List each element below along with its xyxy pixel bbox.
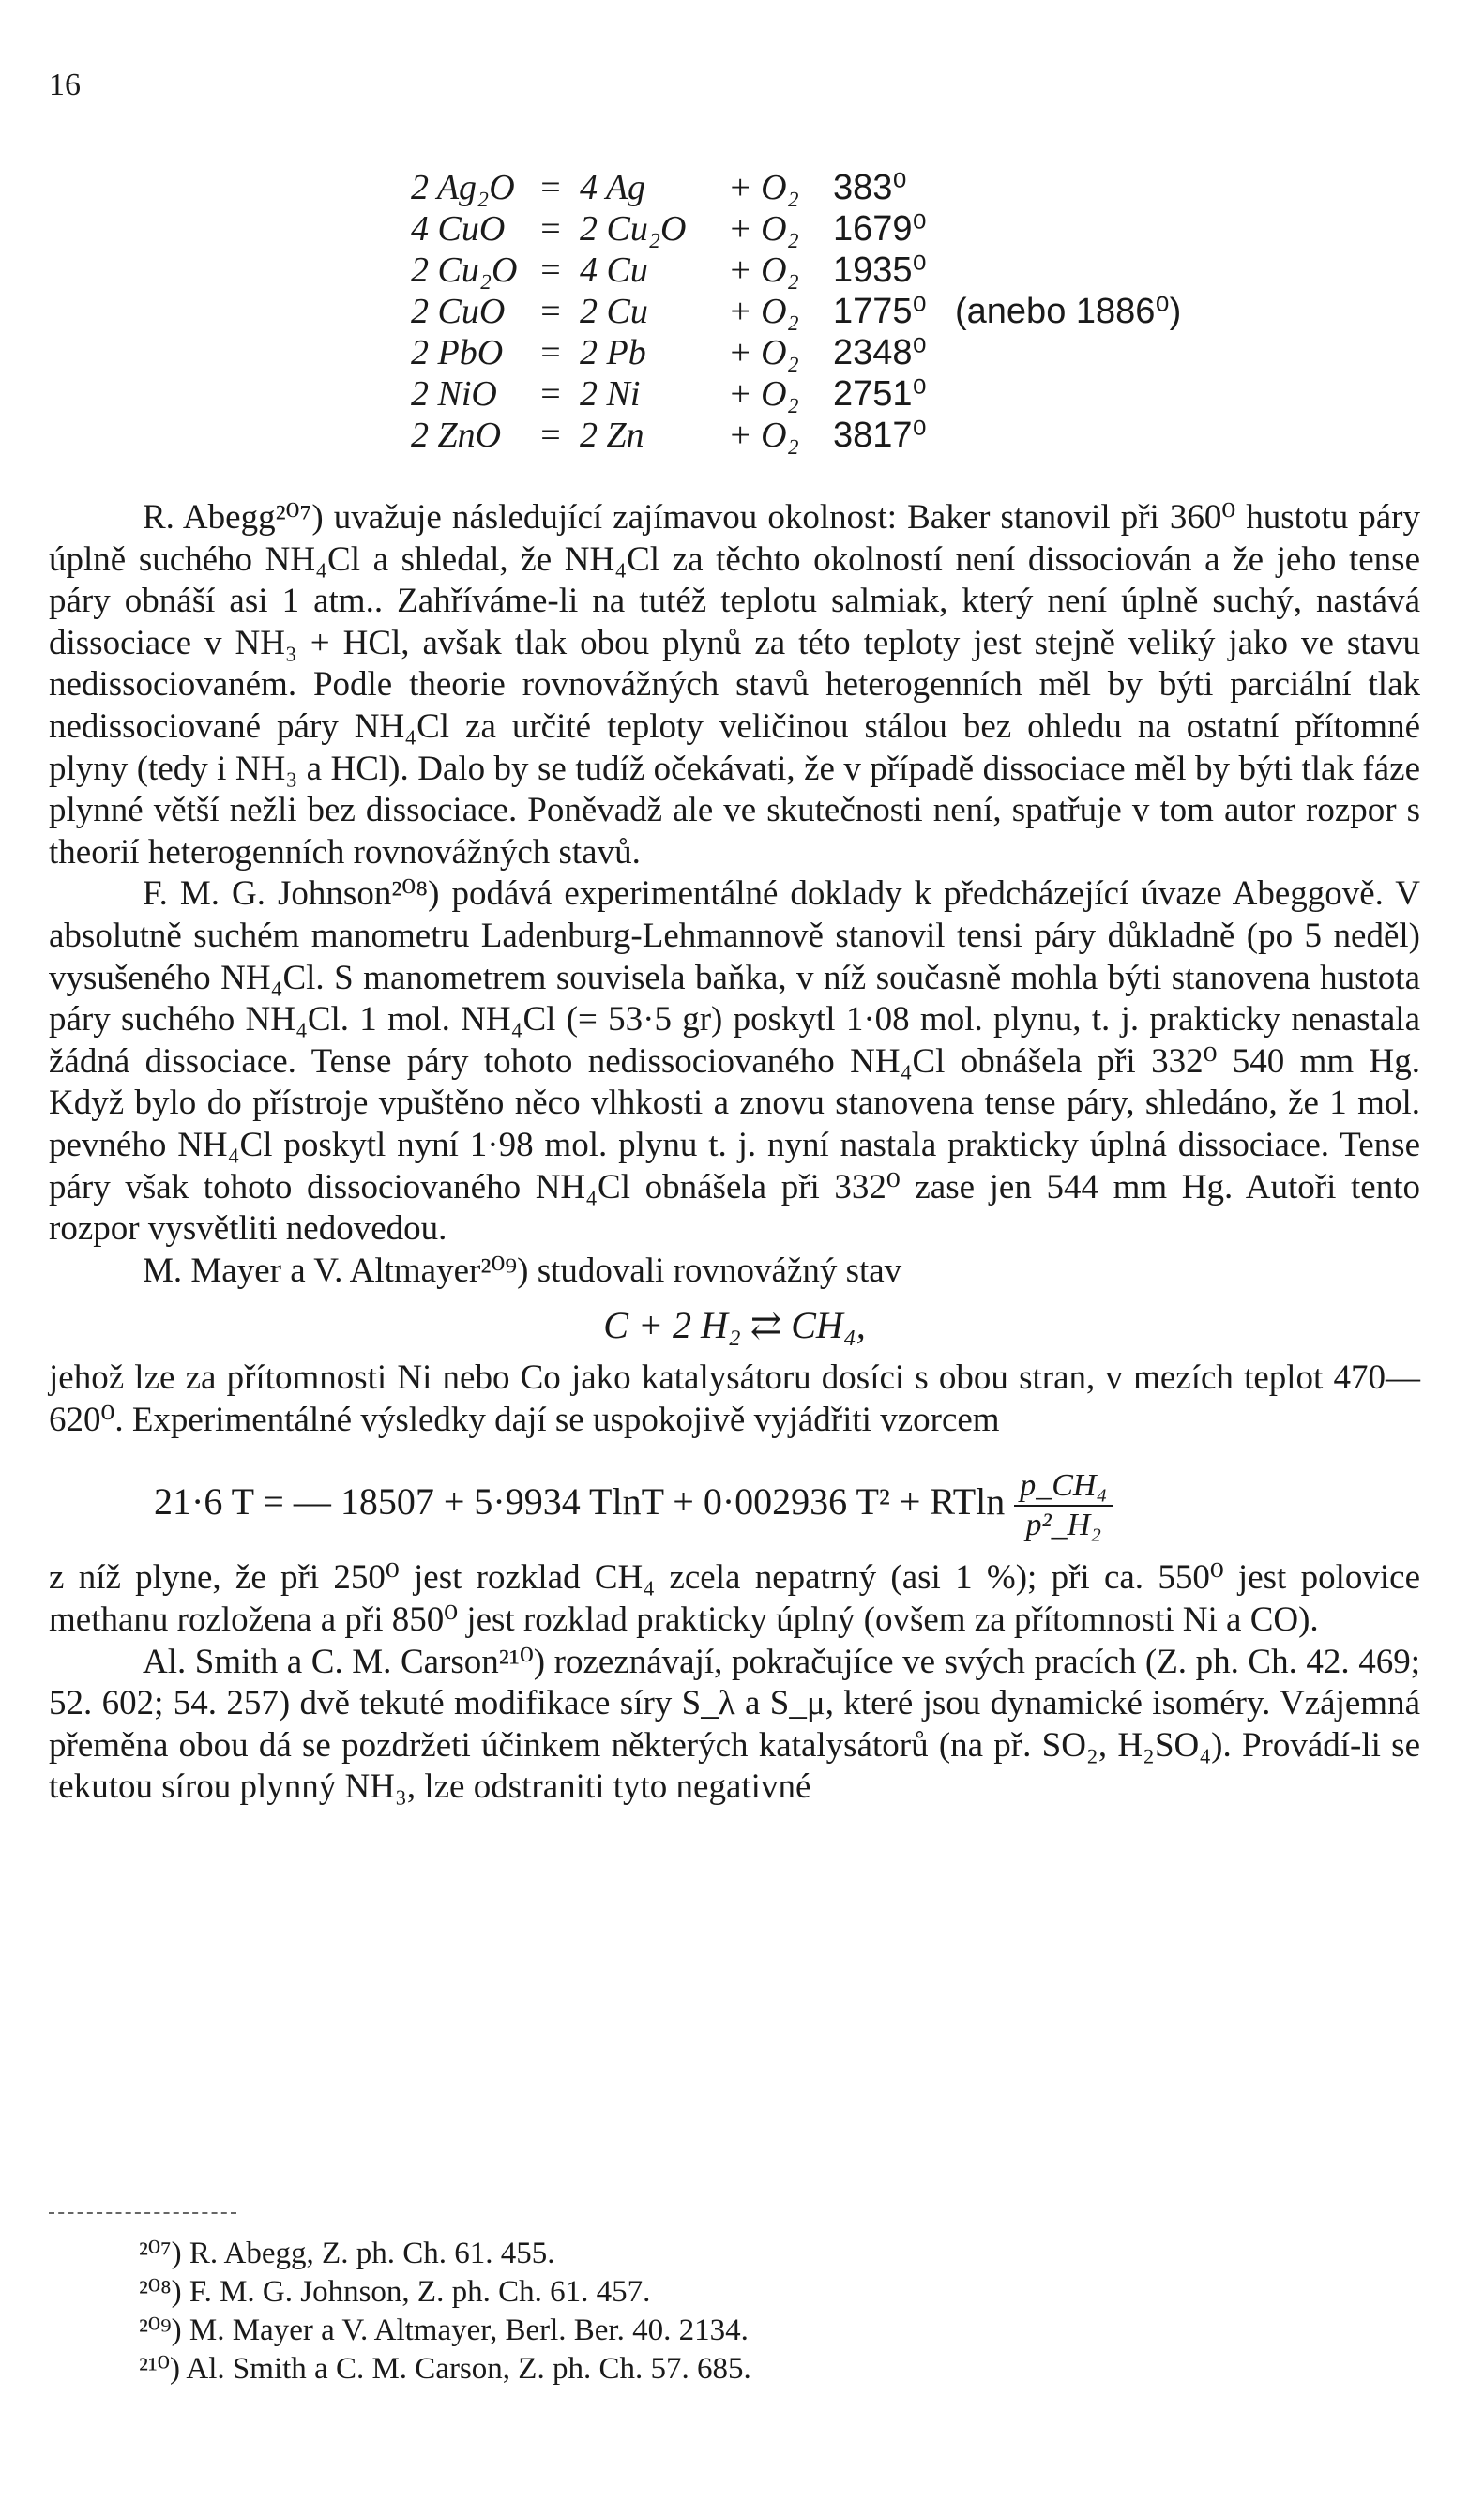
- equation-rhs: 2 Cu: [580, 292, 648, 331]
- equations-table: [411, 167, 1181, 456]
- footnote-207: ²⁰⁷) R. Abegg, Z. ph. Ch. 61. 455.: [139, 2237, 555, 2270]
- paragraph-smith: Al. Smith a C. M. Carson²¹⁰) rozeznávají, pokračujíce ve svých pracích (Z. ph. Ch. 42. 469; 52. 602; 54. 257) dvě tekuté modifikace síry S_λ a S_μ, které jsou dynamické isoméry. Vzájemná přeměna obou dá se pozdržeti účinkem některých katalysátorů (na př. SO₂, H₂SO₄). Provádí-li se tekutou sírou plynný NH₃, lze odstraniti tyto negativné: [49, 1642, 1420, 1807]
- footnotes: [139, 2235, 751, 2389]
- equation-note: [946, 208, 1181, 250]
- equation-oxygen: + O₂: [728, 292, 799, 331]
- equation-note: [946, 415, 1181, 456]
- equation-lhs: 2 Cu₂O: [411, 250, 518, 290]
- equation-equals: =: [540, 374, 561, 414]
- equation-rhs: 2 Zn: [580, 416, 644, 455]
- formula-main: 21·6 T = — 18507 + 5·9934 TlnT + 0·002936 T² + RTln: [154, 1480, 1006, 1524]
- page-number: 16: [49, 68, 81, 102]
- equation-lhs: 2 NiO: [411, 374, 497, 414]
- equation-row: [411, 167, 1181, 208]
- formula-denominator: p²_H₂: [1025, 1508, 1102, 1543]
- paragraph-mayer-intro: M. Mayer a V. Altmayer²⁰⁹) studovali rovnovážný stav: [143, 1251, 902, 1290]
- equation-rhs: 4 Cu: [580, 250, 648, 290]
- equation-lhs: 2 ZnO: [411, 416, 502, 455]
- footnote-209: ²⁰⁹) M. Mayer a V. Altmayer, Berl. Ber. 40. 2134.: [139, 2313, 749, 2347]
- footnote-208: ²⁰⁸) F. M. G. Johnson, Z. ph. Ch. 61. 457.: [139, 2275, 651, 2309]
- equation-row: [411, 250, 1181, 291]
- footnote-divider: [49, 2212, 236, 2214]
- equation-oxygen: + O₂: [728, 374, 799, 414]
- equation-equals: =: [540, 416, 561, 455]
- equation-oxygen: + O₂: [728, 333, 799, 372]
- equation-rhs: 2 Pb: [580, 333, 646, 372]
- equation-equals: =: [540, 168, 561, 207]
- equation-rhs: 2 Cu₂O: [580, 209, 687, 249]
- equation-equals: =: [540, 250, 561, 290]
- equation-lhs: 2 PbO: [411, 333, 504, 372]
- equation-row: [411, 208, 1181, 250]
- equation-note: [946, 373, 1181, 415]
- equation-temperature: 3817⁰: [833, 416, 927, 455]
- equation-row: [411, 291, 1181, 332]
- equation-temperature: 383⁰: [833, 168, 907, 207]
- paragraph-johnson: F. M. G. Johnson²⁰⁸) podává experimentálné doklady k předcházející úvaze Abeggově. V absolutně suchém manometru Ladenburg-Lehmannově stanovil tensi páry důkladně (po 5 neděl) vysušeného NH₄Cl. S manometrem souvisela baňka, v níž současně mohla býti stanovena hustota páry suchého NH₄Cl. 1 mol. NH₄Cl (= 53·5 gr) poskytl 1·08 mol. plynu, t. j. prakticky nenastala žádná dissociace. Tense páry tohoto nedissociovaného NH₄Cl obnášela při 332⁰ 540 mm Hg. Když bylo do přístroje vpuštěno něco vlhkosti a znovu stanovena tense páry, shledáno, že 1 mol. pevného NH₄Cl poskytl nyní 1·98 mol. plynu t. j. nyní nastala prakticky úplná dissociace. Tense páry však tohoto dissociovaného NH₄Cl obnášela při 332⁰ zase jen 544 mm Hg. Autoři tento rozpor vysvětliti nedovedou.: [49, 874, 1420, 1249]
- equation-temperature: 1935⁰: [833, 250, 927, 290]
- equation-row: [411, 415, 1181, 456]
- equation-row: [411, 373, 1181, 415]
- equilibrium-formula: [154, 1456, 1420, 1548]
- equation-temperature: 2751⁰: [833, 374, 927, 414]
- equation-equals: =: [540, 333, 561, 372]
- paragraph-mayer-after: z níž plyne, že při 250⁰ jest rozklad CH₄ zcela nepatrný (asi 1 %); při ca. 550⁰ jest polovice methanu rozložena a při 850⁰ jest rozklad prakticky úplný (ovšem za přítomnosti Ni a CO).: [49, 1558, 1420, 1640]
- equation-note: [946, 250, 1181, 291]
- body-text: [49, 497, 1420, 1809]
- equation-temperature: 2348⁰: [833, 333, 927, 372]
- equation-equals: =: [540, 292, 561, 331]
- equation-note: [946, 167, 1181, 208]
- equation-lhs: 2 Ag₂O: [411, 168, 515, 207]
- equation-row: [411, 332, 1181, 373]
- equation-oxygen: + O₂: [728, 416, 799, 455]
- equation-temperature: 1679⁰: [833, 209, 927, 249]
- equation-oxygen: + O₂: [728, 250, 799, 290]
- formula-numerator: p_CH₄: [1014, 1467, 1113, 1507]
- paragraph-mayer-text: jehož lze za přítomnosti Ni nebo Co jako katalysátoru dosíci s obou stran, v mezích teplot 470—620⁰. Experimentálné výsledky dají se uspokojivě vyjádřiti vzorcem: [49, 1358, 1420, 1439]
- equation-rhs: 4 Ag: [580, 168, 646, 207]
- paragraph-abegg: R. Abegg²⁰⁷) uvažuje následující zajímavou okolnost: Baker stanovil při 360⁰ hustotu páry úplně suchého NH₄Cl a shledal, že NH₄Cl za těchto okolností není dissociován a že jeho tense páry obnáší asi 1 atm.. Zahříváme-li na tutéž teplotu salmiak, který není úplně suchý, nastává dissociace v NH₃ + HCl, avšak tlak obou plynů za této teploty jest stejně veliký jako ve stavu nedissociovaném. Podle theorie rovnovážných stavů heterogenních měl by býti parciální tlak nedissociované páry NH₄Cl za určité teploty veličinou stálou bez ohledu na ostatní přítomné plyny (tedy i NH₃ a HCl). Dalo by se tudíž očekávati, že v případě dissociace měl by býti tlak fáze plynné větší nežli bez dissociace. Poněvadž ale ve skutečnosti není, spatřuje v tom autor rozpor s theorií heterogenních rovnovážných stavů.: [49, 498, 1420, 872]
- equation-oxygen: + O₂: [728, 168, 799, 207]
- formula-fraction: [1014, 1467, 1113, 1544]
- reaction-formula: C + 2 H₂ ⇄ CH₄,: [603, 1304, 866, 1347]
- equation-note: (anebo 1886⁰): [955, 292, 1182, 331]
- equation-note: [946, 332, 1181, 373]
- equation-temperature: 1775⁰: [833, 292, 927, 331]
- equation-oxygen: + O₂: [728, 209, 799, 249]
- equation-equals: =: [540, 209, 561, 249]
- equation-lhs: 2 CuO: [411, 292, 506, 331]
- equation-rhs: 2 Ni: [580, 374, 641, 414]
- equation-lhs: 4 CuO: [411, 209, 506, 249]
- footnote-210: ²¹⁰) Al. Smith a C. M. Carson, Z. ph. Ch. 57. 685.: [139, 2352, 751, 2386]
